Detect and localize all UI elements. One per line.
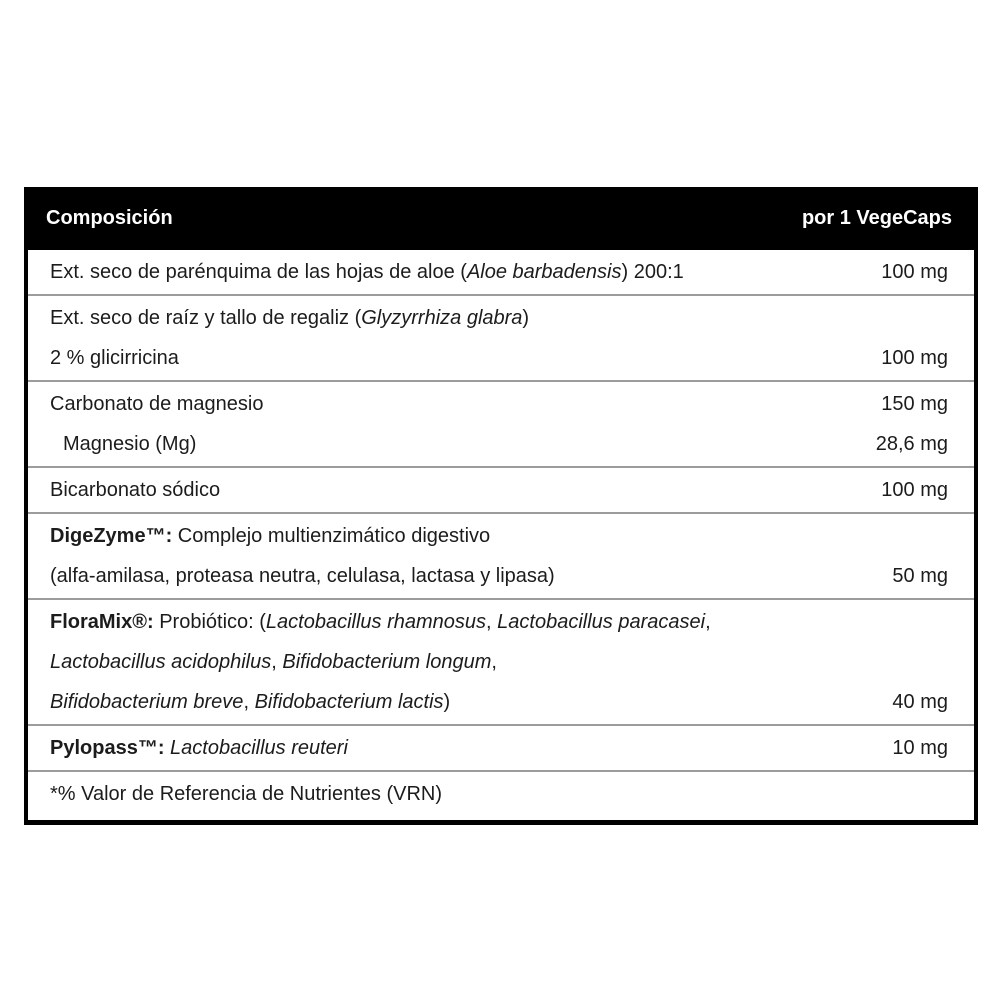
ingredient-text: Magnesio (Mg): [63, 433, 197, 455]
serving-size-label: por 1 VegeCaps: [801, 207, 952, 229]
table-row: [28, 296, 974, 382]
table-body: [28, 250, 974, 820]
ingredient-latin-name: Bifidobacterium longum: [282, 651, 492, 673]
ingredient-latin-name: Lactobacillus acidophilus: [50, 651, 272, 673]
table-row: [28, 468, 974, 514]
ingredient-amount: 50 mg: [892, 565, 948, 587]
table-title: Composición: [46, 207, 173, 229]
ingredient-text: ) 200:1: [621, 261, 684, 283]
ingredient-text: Ext. seco de parénquima de las hojas de aloe (: [50, 261, 467, 283]
ingredient-subname: [50, 424, 860, 464]
footnote-text-segment: *% Valor de Referencia de Nutrientes (VRN): [50, 783, 443, 805]
ingredient-line: [50, 642, 948, 682]
ingredient-amount: 100 mg: [881, 479, 948, 501]
ingredient-name: [50, 338, 865, 378]
ingredient-text: Probiótico: (: [153, 611, 266, 633]
ingredient-line: [50, 384, 948, 424]
ingredient-line: [50, 298, 948, 338]
footnote-line: [50, 774, 948, 814]
ingredient-text: ,: [271, 651, 283, 673]
ingredient-name: [50, 298, 932, 338]
table-row: [28, 514, 974, 600]
ingredient-text: ): [443, 691, 451, 713]
footnote-row: [28, 772, 974, 820]
ingredient-name: [50, 682, 876, 722]
ingredient-name: [50, 252, 865, 292]
ingredient-name: [50, 728, 876, 768]
ingredient-line: [50, 470, 948, 510]
ingredient-line: [50, 728, 948, 768]
ingredient-line: [50, 602, 948, 642]
ingredient-text: (alfa-amilasa, proteasa neutra, celulasa, lactasa y lipasa): [50, 565, 555, 587]
ingredient-amount: 10 mg: [892, 737, 948, 759]
ingredient-text: Carbonato de magnesio: [50, 393, 264, 415]
ingredient-amount: 28,6 mg: [875, 433, 948, 455]
ingredient-text: ,: [491, 651, 497, 673]
ingredient-name: [50, 384, 865, 424]
ingredient-amount: 100 mg: [881, 347, 948, 369]
ingredient-line: [50, 556, 948, 596]
ingredient-latin-name: Lactobacillus paracasei: [497, 611, 706, 633]
ingredient-latin-name: Lactobacillus rhamnosus: [265, 611, 487, 633]
ingredient-latin-name: Aloe barbadensis: [466, 261, 622, 283]
ingredient-brand-name: FloraMix®:: [50, 611, 154, 633]
composition-table: [24, 187, 978, 825]
ingredient-line: [50, 252, 948, 292]
ingredient-name: [50, 516, 932, 556]
ingredient-latin-name: Glyzyrrhiza glabra: [361, 307, 523, 329]
table-header: [24, 187, 978, 250]
ingredient-line: [50, 424, 948, 464]
ingredient-amount: 100 mg: [881, 261, 948, 283]
ingredient-latin-name: Bifidobacterium breve: [50, 691, 244, 713]
ingredient-line: [50, 516, 948, 556]
table-row: [28, 726, 974, 772]
ingredient-name: [50, 470, 865, 510]
ingredient-text: Ext. seco de raíz y tallo de regaliz (: [50, 307, 362, 329]
footnote-text: [50, 774, 932, 814]
ingredient-amount: 40 mg: [892, 691, 948, 713]
ingredient-name: [50, 602, 932, 642]
ingredient-text: ,: [705, 611, 711, 633]
ingredient-latin-name: Bifidobacterium lactis: [254, 691, 444, 713]
table-row: [28, 382, 974, 468]
ingredient-text: ,: [486, 611, 498, 633]
ingredient-latin-name: Lactobacillus reuteri: [164, 737, 348, 759]
ingredient-text: ,: [243, 691, 255, 713]
ingredient-brand-name: DigeZyme™:: [50, 525, 173, 547]
table-row: [28, 250, 974, 296]
ingredient-name: [50, 642, 932, 682]
ingredient-text: Complejo multienzimático digestivo: [172, 525, 491, 547]
table-row: [28, 600, 974, 726]
ingredient-line: [50, 338, 948, 378]
ingredient-line: [50, 682, 948, 722]
ingredient-text: 2 % glicirricina: [50, 347, 179, 369]
ingredient-name: [50, 556, 876, 596]
ingredient-text: ): [522, 307, 530, 329]
ingredient-amount: 150 mg: [881, 393, 948, 415]
ingredient-brand-name: Pylopass™:: [50, 737, 165, 759]
ingredient-text: Bicarbonato sódico: [50, 479, 221, 501]
